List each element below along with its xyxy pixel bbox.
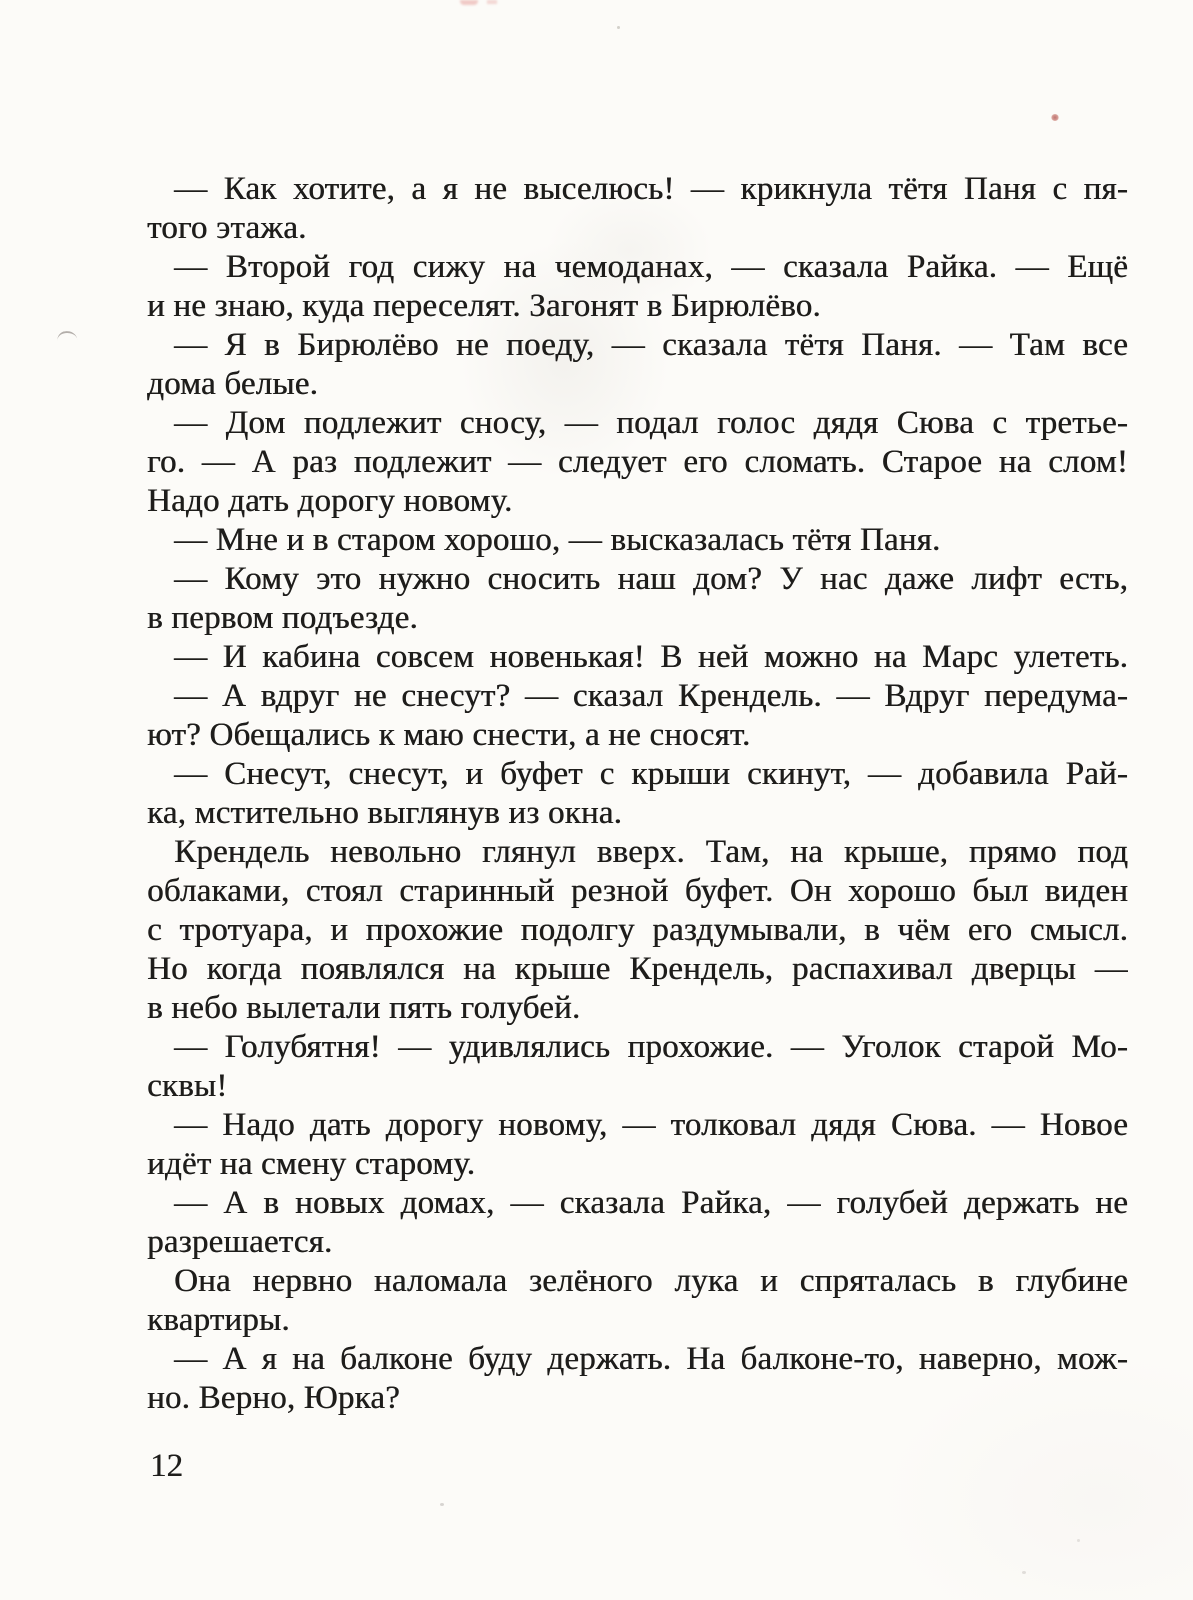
text-line: — И кабина совсем новенькая! В ней можно на Марс улететь. <box>174 639 1128 675</box>
text-line: и не знаю, куда переселят. Загонят в Бирюлёво. <box>147 288 821 324</box>
scan-speck <box>1022 1571 1026 1574</box>
text-line: Крендель невольно глянул вверх. Там, на крыше, прямо под <box>174 834 1128 870</box>
scan-speck <box>617 26 620 29</box>
scan-speck <box>1077 1539 1080 1542</box>
page-text <box>147 170 1128 1418</box>
text-line: сквы! <box>147 1068 228 1104</box>
text-line: Надо дать дорогу новому. <box>147 483 513 519</box>
text-line: ют? Обещались к маю снести, а не сносят. <box>147 717 751 753</box>
text-line: ка, мстительно выглянув из окна. <box>147 795 622 831</box>
page-number: 12 <box>150 1448 183 1484</box>
text-line: но. Верно, Юрка? <box>147 1380 400 1416</box>
text-line: — А вдруг не снесут? — сказал Крендель. — Вдруг передума- <box>174 678 1128 714</box>
scan-smudge <box>460 0 478 5</box>
text-line: того этажа. <box>147 210 307 246</box>
text-line: го. — А раз подлежит — следует его сломать. Старое на слом! <box>147 444 1128 480</box>
text-line: идёт на смену старому. <box>147 1146 476 1182</box>
text-line: в небо вылетали пять голубей. <box>147 990 581 1026</box>
text-line: дома белые. <box>147 366 318 402</box>
text-line: — Дом подлежит сносу, — подал голос дядя Сюва с третье- <box>174 405 1128 441</box>
text-line: — Мне и в старом хорошо, — высказалась тётя Паня. <box>174 522 941 558</box>
text-line: с тротуара, и прохожие подолгу раздумывали, в чём его смысл. <box>147 912 1128 948</box>
text-line: Она нервно наломала зелёного лука и спряталась в глубине <box>174 1263 1128 1299</box>
text-line: Но когда появлялся на крыше Крендель, распахивал дверцы — <box>147 951 1128 987</box>
scan-smudge <box>487 0 497 4</box>
text-line: — Кому это нужно сносить наш дом? У нас даже лифт есть, <box>174 561 1128 597</box>
text-line: — Надо дать дорогу новому, — толковал дядя Сюва. — Новое <box>174 1107 1128 1143</box>
pink-ink-speck <box>1051 114 1059 121</box>
pencil-mark <box>56 330 77 344</box>
text-line: разрешается. <box>147 1224 333 1260</box>
text-line: — Как хотите, а я не выселюсь! — крикнула тётя Паня с пя- <box>174 171 1128 207</box>
text-line: — А в новых домах, — сказала Райка, — голубей держать не <box>174 1185 1128 1221</box>
scan-speck <box>440 1503 444 1506</box>
text-line: — Второй год сижу на чемоданах, — сказала Райка. — Ещё <box>174 249 1128 285</box>
text-line: — А я на балконе буду держать. На балконе-то, наверно, мож- <box>174 1341 1128 1377</box>
text-line: — Снесут, снесут, и буфет с крыши скинут, — добавила Рай- <box>174 756 1128 792</box>
text-line: облаками, стоял старинный резной буфет. Он хорошо был виден <box>147 873 1128 909</box>
text-line: — Голубятня! — удивлялись прохожие. — Уголок старой Мо- <box>174 1029 1128 1065</box>
text-line: квартиры. <box>147 1302 290 1338</box>
text-line: — Я в Бирюлёво не поеду, — сказала тётя Паня. — Там все <box>174 327 1128 363</box>
text-line: в первом подъезде. <box>147 600 418 636</box>
